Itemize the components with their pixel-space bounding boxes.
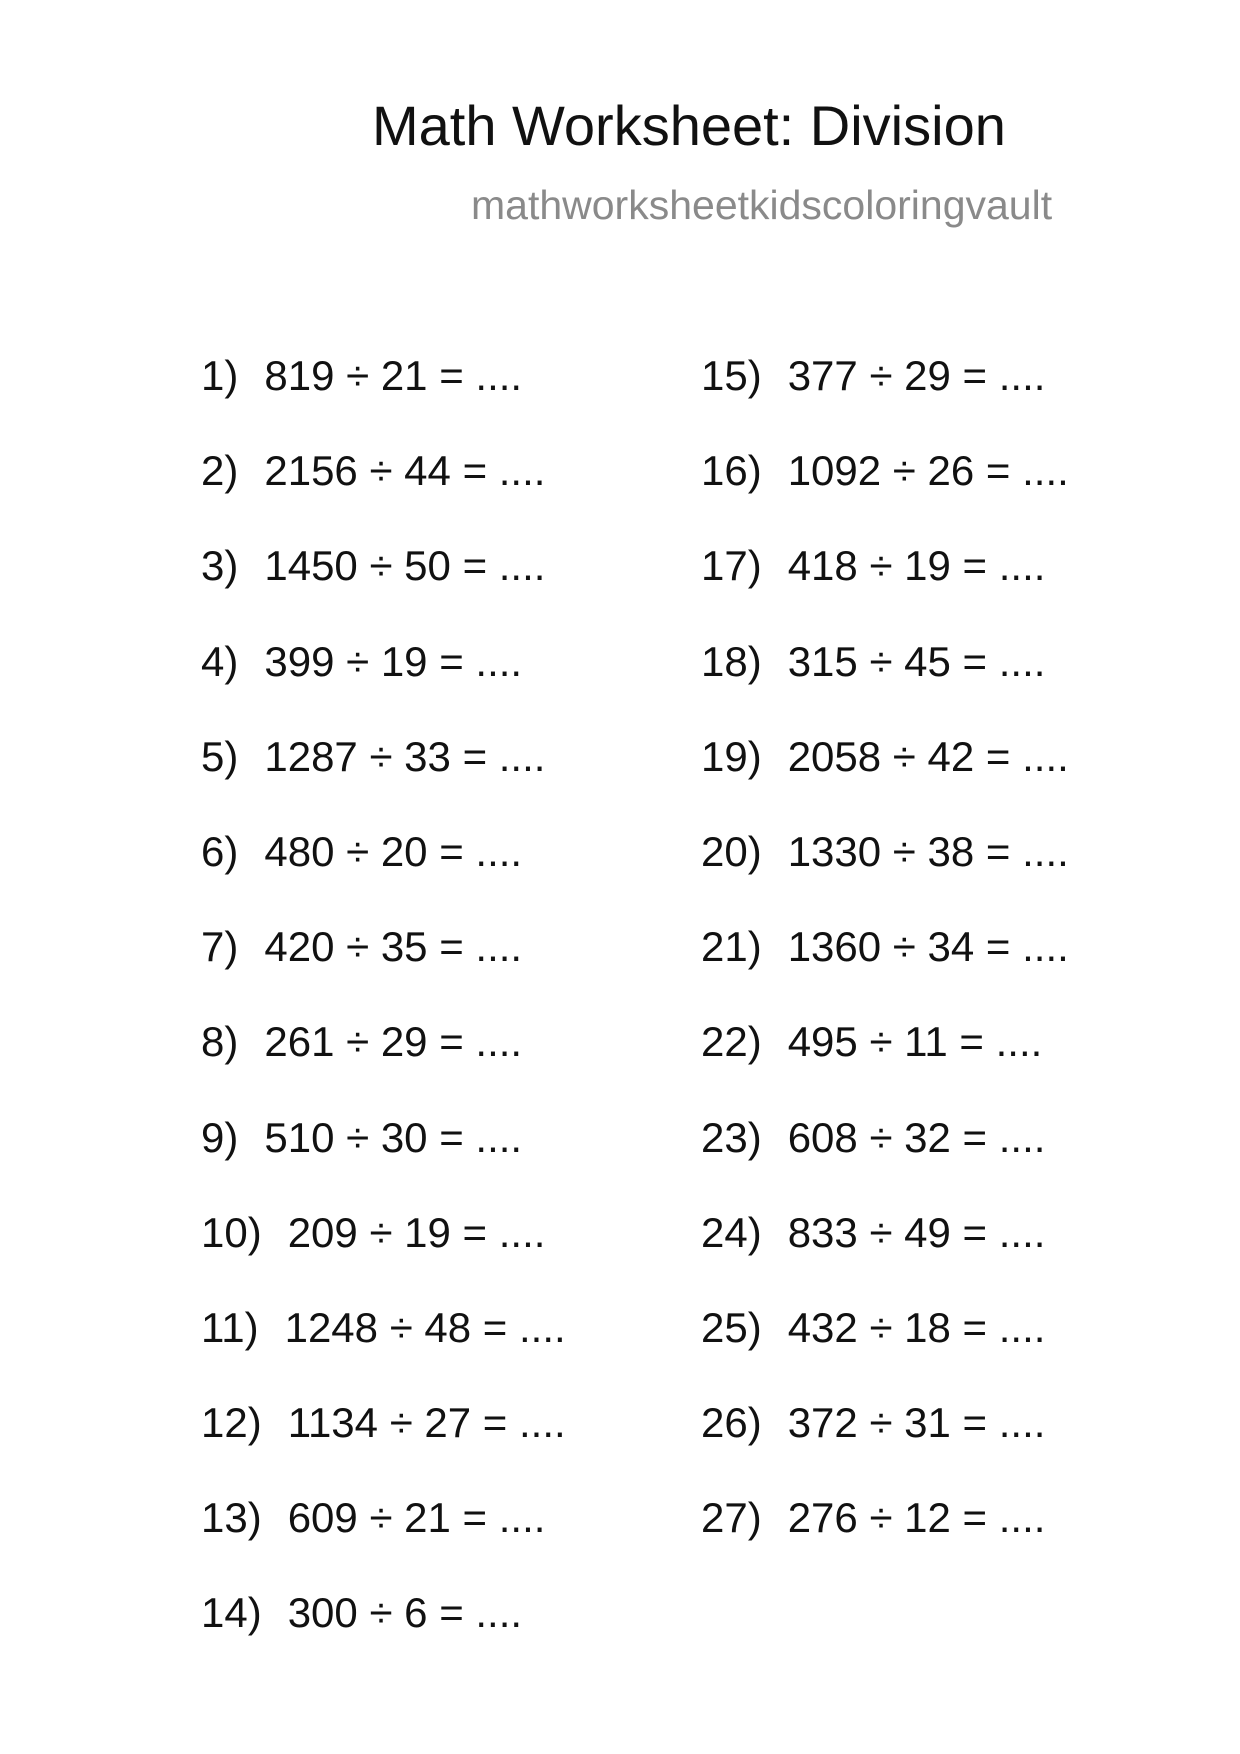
problem-1 — [201, 352, 661, 447]
problem-expression: 1360 ÷ 34 = .... — [787, 923, 1069, 971]
problem-11 — [201, 1304, 661, 1399]
problem-17 — [701, 542, 1161, 637]
problem-number: 9) — [201, 1113, 239, 1161]
problem-22 — [701, 1018, 1161, 1113]
problem-number: 24) — [701, 1208, 762, 1256]
worksheet-header — [0, 0, 1240, 260]
problems-column-right — [701, 352, 1161, 1589]
problem-23 — [701, 1114, 1161, 1209]
problem-number: 10) — [201, 1208, 262, 1256]
problem-number: 16) — [701, 447, 762, 495]
problem-26 — [701, 1399, 1161, 1494]
problem-expression: 432 ÷ 18 = .... — [787, 1303, 1046, 1351]
problem-expression: 300 ÷ 6 = .... — [287, 1589, 523, 1637]
problem-number: 5) — [201, 732, 239, 780]
problem-expression: 2058 ÷ 42 = .... — [787, 732, 1069, 780]
problem-number: 18) — [701, 637, 762, 685]
problem-expression: 1330 ÷ 38 = .... — [787, 827, 1069, 875]
problem-expression: 1134 ÷ 27 = .... — [287, 1399, 566, 1447]
problem-number: 22) — [701, 1018, 762, 1066]
problem-number: 25) — [701, 1303, 762, 1351]
problem-16 — [701, 447, 1161, 542]
problem-number: 26) — [701, 1399, 762, 1447]
problem-expression: 1248 ÷ 48 = .... — [284, 1303, 566, 1351]
problem-14 — [201, 1589, 661, 1684]
problem-27 — [701, 1494, 1161, 1589]
problem-expression: 420 ÷ 35 = .... — [264, 923, 523, 971]
problem-number: 7) — [201, 923, 239, 971]
problem-19 — [701, 733, 1161, 828]
problem-number: 17) — [701, 542, 762, 590]
problem-number: 4) — [201, 637, 239, 685]
problem-number: 8) — [201, 1018, 239, 1066]
problem-5 — [201, 733, 661, 828]
problem-number: 15) — [701, 352, 762, 399]
problem-number: 2) — [201, 447, 239, 495]
page-title: Math Worksheet: Division — [372, 94, 1006, 157]
problem-expression: 399 ÷ 19 = .... — [264, 637, 523, 685]
problems-column-left — [201, 352, 661, 1685]
problem-expression: 377 ÷ 29 = .... — [787, 352, 1046, 399]
problem-expression: 209 ÷ 19 = .... — [287, 1208, 546, 1256]
problem-expression: 1287 ÷ 33 = .... — [264, 732, 546, 780]
problem-number: 21) — [701, 923, 762, 971]
problem-number: 27) — [701, 1494, 762, 1542]
problem-number: 1) — [201, 352, 239, 399]
problem-24 — [701, 1209, 1161, 1304]
problem-number: 19) — [701, 732, 762, 780]
problem-expression: 1450 ÷ 50 = .... — [264, 542, 546, 590]
problem-expression: 819 ÷ 21 = .... — [264, 352, 523, 399]
problem-12 — [201, 1399, 661, 1494]
problem-expression: 608 ÷ 32 = .... — [787, 1113, 1046, 1161]
problem-13 — [201, 1494, 661, 1589]
page-subtitle: mathworksheetkidscoloringvault — [471, 182, 1053, 228]
problem-expression: 609 ÷ 21 = .... — [287, 1494, 546, 1542]
problem-expression: 480 ÷ 20 = .... — [264, 827, 523, 875]
problem-number: 13) — [201, 1494, 262, 1542]
problem-15 — [701, 352, 1161, 447]
problem-expression: 276 ÷ 12 = .... — [787, 1494, 1046, 1542]
problem-number: 12) — [201, 1399, 262, 1447]
problem-18 — [701, 638, 1161, 733]
problem-10 — [201, 1209, 661, 1304]
problem-25 — [701, 1304, 1161, 1399]
problem-number: 23) — [701, 1113, 762, 1161]
problem-expression: 418 ÷ 19 = .... — [787, 542, 1046, 590]
problem-number: 14) — [201, 1589, 262, 1637]
problem-expression: 833 ÷ 49 = .... — [787, 1208, 1046, 1256]
problem-2 — [201, 447, 661, 542]
problem-expression: 495 ÷ 11 = .... — [787, 1018, 1043, 1066]
problem-expression: 261 ÷ 29 = .... — [264, 1018, 523, 1066]
problem-expression: 372 ÷ 31 = .... — [787, 1399, 1046, 1447]
problem-8 — [201, 1018, 661, 1113]
problem-21 — [701, 923, 1161, 1018]
problem-expression: 2156 ÷ 44 = .... — [264, 447, 546, 495]
problem-expression: 510 ÷ 30 = .... — [264, 1113, 523, 1161]
problem-number: 20) — [701, 827, 762, 875]
problem-3 — [201, 542, 661, 637]
problem-20 — [701, 828, 1161, 923]
problem-7 — [201, 923, 661, 1018]
problem-expression: 315 ÷ 45 = .... — [787, 637, 1046, 685]
problem-expression: 1092 ÷ 26 = .... — [787, 447, 1069, 495]
problem-number: 3) — [201, 542, 239, 590]
problem-number: 11) — [201, 1303, 259, 1351]
problem-4 — [201, 638, 661, 733]
problem-9 — [201, 1114, 661, 1209]
problem-6 — [201, 828, 661, 923]
problem-number: 6) — [201, 827, 239, 875]
